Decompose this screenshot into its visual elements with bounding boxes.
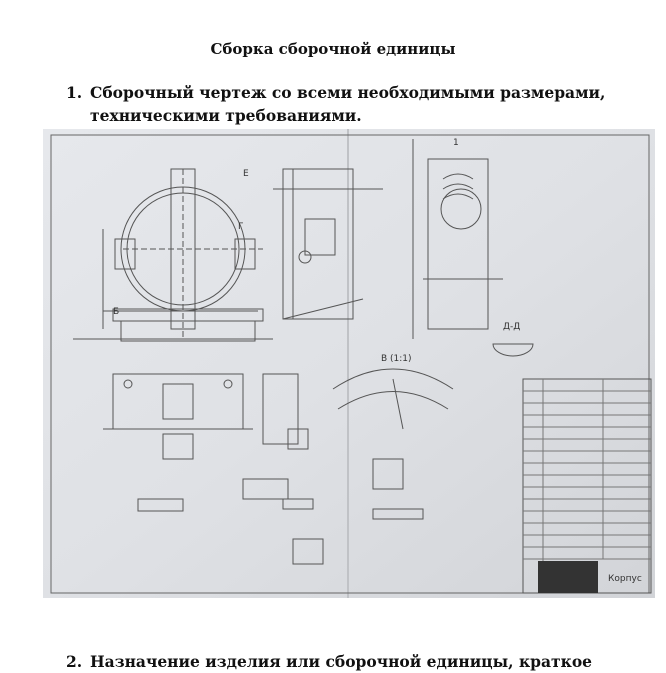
list-item-number: 2. [66, 652, 83, 671]
view-label: В (1:1) [381, 354, 412, 364]
view-label: Д-Д [503, 322, 521, 332]
list-item-text: Назначение изделия или сборочной единицы, краткое [90, 652, 593, 671]
list-item-text: Сборочный чертеж со всеми необходимыми размерами, техническими требованиями. [90, 83, 606, 125]
list-item [66, 81, 646, 127]
list-item-number: 1. [66, 83, 83, 102]
page-title: Сборка сборочной единицы [210, 40, 456, 58]
view-label: Е [243, 169, 249, 179]
title-block-label: Корпус [608, 574, 642, 584]
view-label: 1 [453, 138, 459, 148]
drawing-photo-icon [43, 129, 655, 598]
view-label: Б [113, 307, 120, 317]
drawing-photo [43, 129, 655, 598]
view-label: Г [238, 222, 244, 232]
